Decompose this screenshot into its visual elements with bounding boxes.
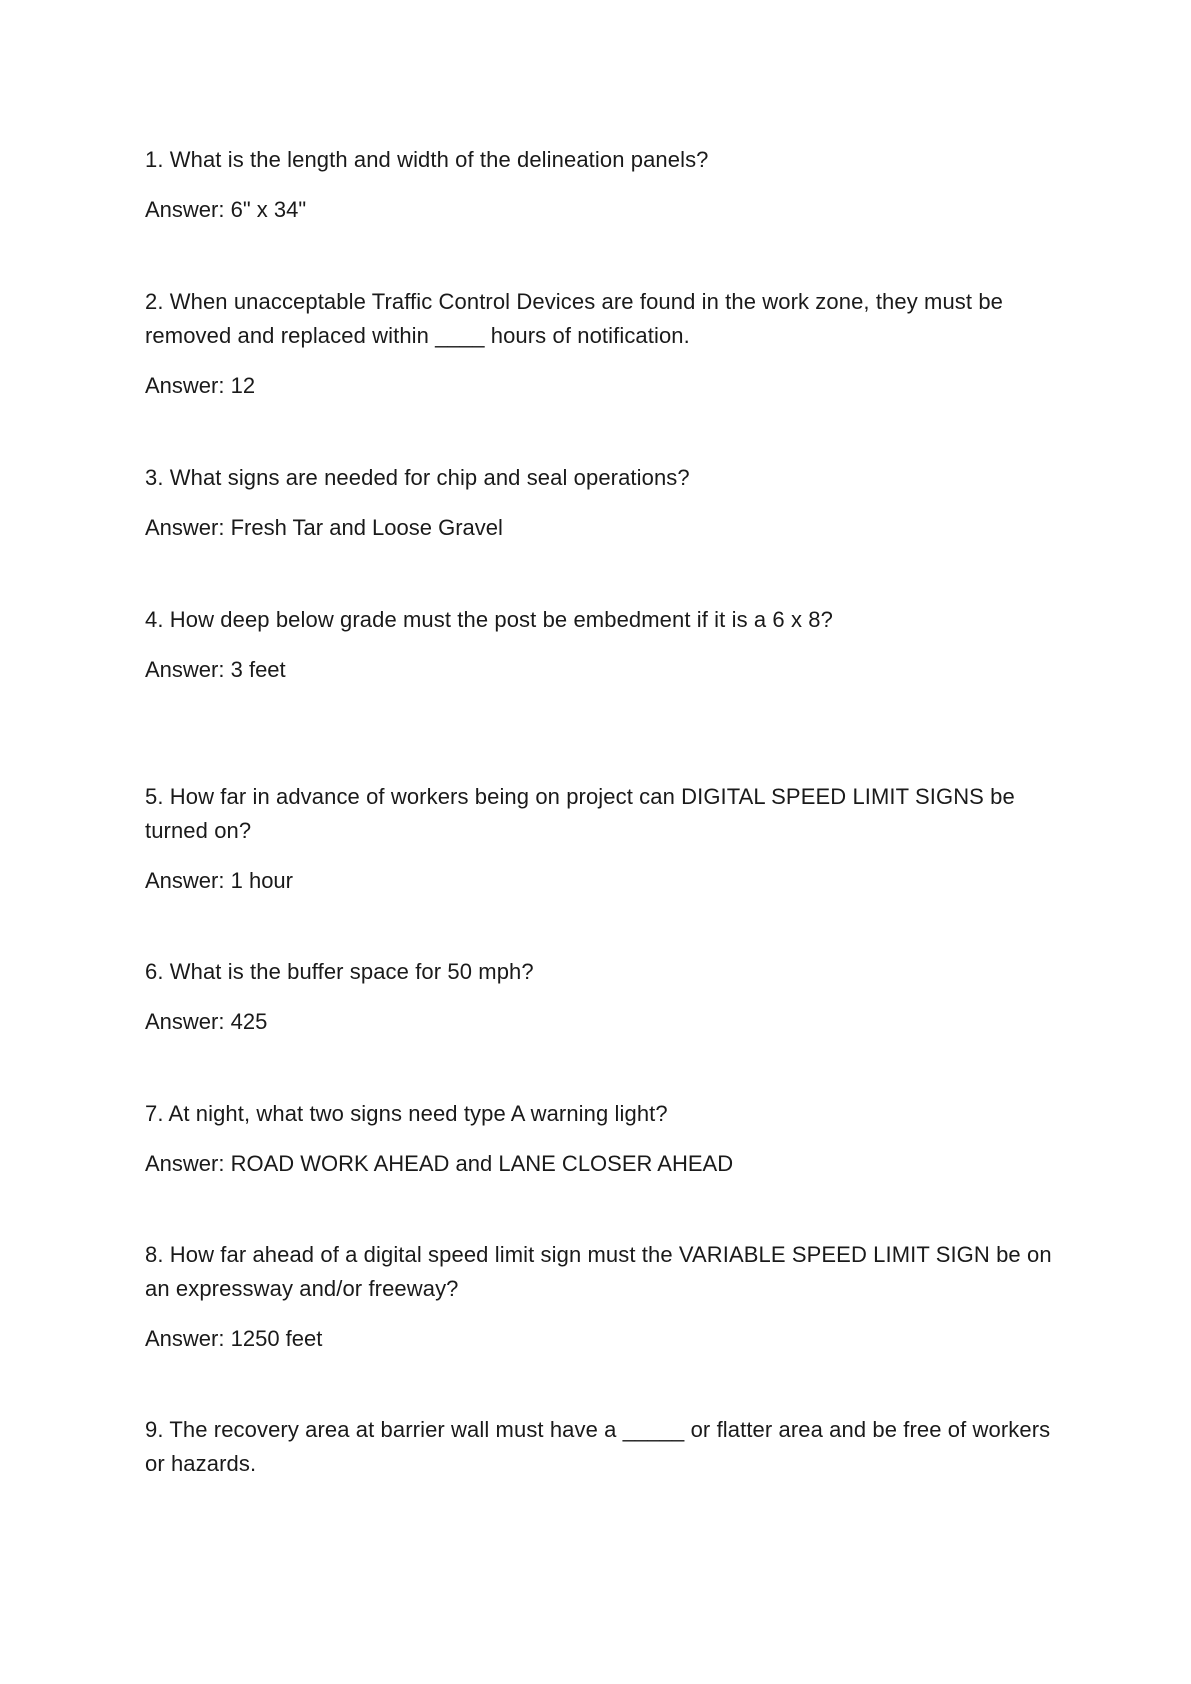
answer-6	[145, 1005, 1065, 1039]
answer-value: 1250 feet	[230, 1326, 323, 1351]
question-8: 8. How far ahead of a digital speed limit sign must the VARIABLE SPEED LIMIT SIGN be on an expressway and/or freeway?	[145, 1242, 1052, 1301]
answer-4	[145, 653, 1065, 687]
question-1: 1. What is the length and width of the delineation panels?	[145, 147, 709, 172]
qa-item-5	[145, 780, 1065, 898]
answer-value: 425	[230, 1009, 268, 1034]
answer-label: Answer:	[145, 197, 225, 222]
answer-label: Answer:	[145, 1009, 225, 1034]
answer-3	[145, 511, 1065, 545]
answer-value: ROAD WORK AHEAD and LANE CLOSER AHEAD	[230, 1151, 734, 1176]
question-5: 5. How far in advance of workers being on project can DIGITAL SPEED LIMIT SIGNS be turned on?	[145, 784, 1015, 843]
answer-8	[145, 1322, 1065, 1356]
question-3: 3. What signs are needed for chip and seal operations?	[145, 465, 690, 490]
question-7: 7. At night, what two signs need type A warning light?	[145, 1101, 668, 1126]
qa-item-3	[145, 461, 1065, 545]
answer-label: Answer:	[145, 1326, 225, 1351]
answer-label: Answer:	[145, 868, 225, 893]
qa-item-9	[145, 1413, 1065, 1481]
answer-5	[145, 864, 1065, 898]
answer-value: 1 hour	[230, 868, 293, 893]
answer-7	[145, 1147, 1065, 1181]
qa-item-4	[145, 603, 1065, 687]
answer-value: 6" x 34"	[230, 197, 307, 222]
qa-item-7	[145, 1097, 1065, 1181]
answer-value: 3 feet	[230, 657, 286, 682]
answer-value: Fresh Tar and Loose Gravel	[230, 515, 503, 540]
question-2: 2. When unacceptable Traffic Control Devices are found in the work zone, they must be removed and replaced within ____ hours of notification.	[145, 289, 1003, 348]
answer-label: Answer:	[145, 515, 225, 540]
answer-label: Answer:	[145, 657, 225, 682]
answer-value: 12	[230, 373, 256, 398]
question-4: 4. How deep below grade must the post be embedment if it is a 6 x 8?	[145, 607, 833, 632]
qa-item-6	[145, 955, 1065, 1039]
qa-item-8	[145, 1238, 1065, 1356]
qa-item-2	[145, 285, 1065, 403]
answer-label: Answer:	[145, 1151, 225, 1176]
answer-1	[145, 193, 1065, 227]
qa-item-1	[145, 143, 1065, 227]
question-9: 9. The recovery area at barrier wall must have a _____ or flatter area and be free of workers or hazards.	[145, 1417, 1051, 1476]
question-6: 6. What is the buffer space for 50 mph?	[145, 959, 534, 984]
answer-2	[145, 369, 1065, 403]
answer-label: Answer:	[145, 373, 225, 398]
